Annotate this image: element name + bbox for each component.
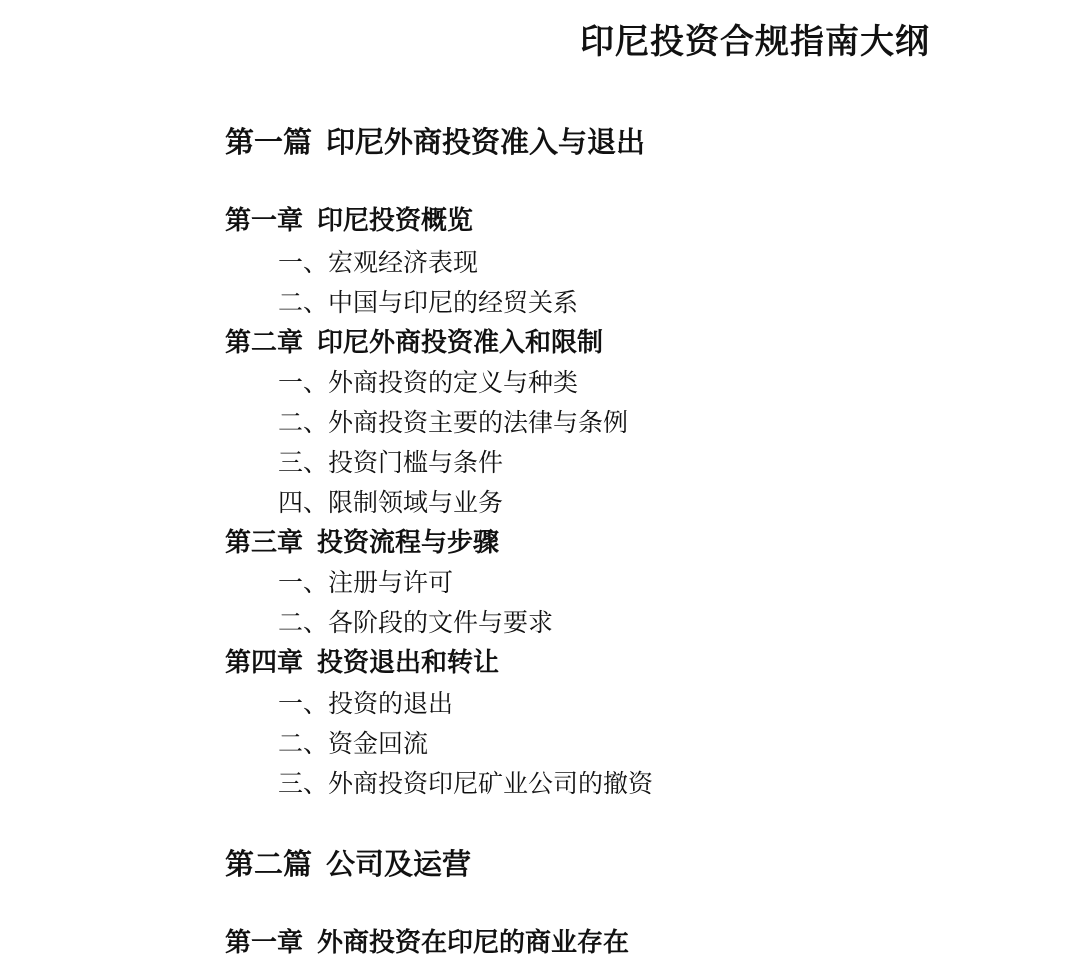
chapter-heading <box>225 325 603 361</box>
part-label: 第二篇 <box>225 847 313 881</box>
section-item: 三、投资门槛与条件 <box>278 448 504 477</box>
section-item: 二、中国与印尼的经贸关系 <box>278 288 579 317</box>
section-item: 二、资金回流 <box>278 729 429 758</box>
section-item: 一、外商投资的定义与种类 <box>278 368 579 397</box>
chapter-label: 第四章 <box>225 648 304 678</box>
chapter-label: 第二章 <box>225 328 304 358</box>
section-item: 四、限制领域与业务 <box>278 488 504 517</box>
part-heading-2 <box>225 844 471 884</box>
chapter-name: 外商投资在印尼的商业存在 <box>317 928 630 958</box>
section-item: 三、外商投资印尼矿业公司的撤资 <box>278 769 654 798</box>
section-item: 二、外商投资主要的法律与条例 <box>278 408 629 437</box>
chapter-heading <box>225 525 499 561</box>
chapter-name: 印尼投资概览 <box>317 206 474 236</box>
section-item: 一、注册与许可 <box>278 568 454 597</box>
chapter-name: 印尼外商投资准入和限制 <box>317 328 604 358</box>
chapter-label: 第一章 <box>225 928 304 958</box>
document-title: 印尼投资合规指南大纲 <box>580 22 930 62</box>
chapter-label: 第三章 <box>225 528 304 558</box>
section-item: 一、投资的退出 <box>278 689 454 718</box>
chapter-name: 投资退出和转让 <box>317 648 500 678</box>
section-item: 一、宏观经济表现 <box>278 248 479 277</box>
chapter-heading <box>225 203 473 239</box>
chapter-heading <box>225 925 629 961</box>
part-name: 印尼外商投资准入与退出 <box>326 125 646 159</box>
part-name: 公司及运营 <box>326 847 472 881</box>
chapter-heading <box>225 645 499 681</box>
chapter-label: 第一章 <box>225 206 304 236</box>
chapter-name: 投资流程与步骤 <box>317 528 500 558</box>
section-item: 二、各阶段的文件与要求 <box>278 608 554 637</box>
part-label: 第一篇 <box>225 125 313 159</box>
part-heading-1 <box>225 122 645 162</box>
